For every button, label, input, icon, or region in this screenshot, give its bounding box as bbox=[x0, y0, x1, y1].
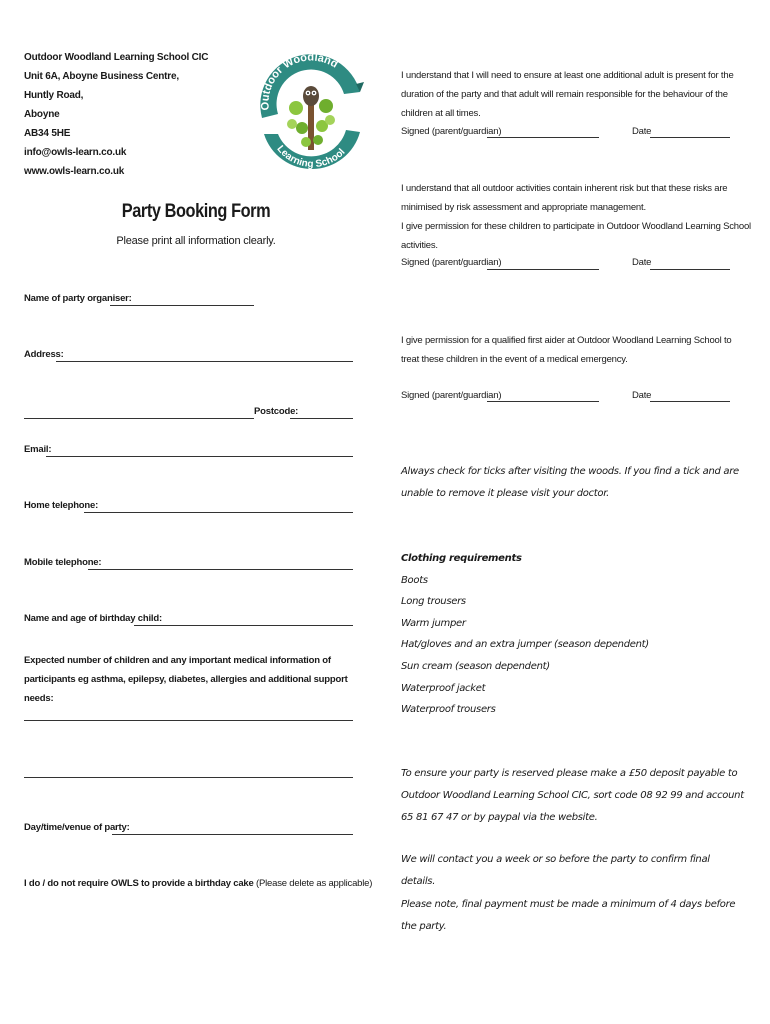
address-line: Huntly Road, bbox=[24, 90, 84, 101]
email-input-line[interactable] bbox=[46, 456, 353, 457]
address-line: Unit 6A, Aboyne Business Centre, bbox=[24, 71, 179, 82]
owls-logo bbox=[256, 22, 366, 192]
logo-text-bottom: Learning School bbox=[274, 143, 348, 171]
address-label: Address: bbox=[24, 349, 64, 360]
birthday-child-label: Name and age of birthday child: bbox=[24, 613, 162, 624]
medical-info-line-1[interactable] bbox=[24, 720, 353, 721]
consent-adult-signature-line[interactable] bbox=[487, 137, 599, 138]
payment-notice: Please note, final payment must be made a minimum of 4 days before the party. bbox=[401, 899, 736, 932]
postcode-label: Postcode: bbox=[254, 406, 299, 417]
logo-text-top: Outdoor Woodland bbox=[259, 51, 340, 111]
postcode-input-line[interactable] bbox=[290, 418, 353, 419]
page-subtitle: Please print all information clearly. bbox=[116, 235, 276, 247]
consent-adult-date-line[interactable] bbox=[650, 137, 730, 138]
ticks-notice: Always check for ticks after visiting the woods. If you find a tick and are unable to remove it please visit your doctor. bbox=[401, 466, 739, 499]
deposit-notice: To ensure your party is reserved please make a £50 deposit payable to Outdoor Woodland Learning School CIC, sort code 08 92 99 and account 65 81 67 47 or by paypal via the website. bbox=[401, 768, 744, 823]
consent-risk-date-line[interactable] bbox=[650, 269, 730, 270]
medical-info-label: Expected number of children and any important medical information of participants eg asthma, epilepsy, diabetes, allergies and additional support needs: bbox=[24, 655, 348, 704]
medical-info-line-2[interactable] bbox=[24, 777, 353, 778]
consent-risk-date-label: Date bbox=[632, 257, 652, 268]
address-line: Outdoor Woodland Learning School CIC bbox=[24, 52, 209, 63]
consent-firstaid-date-label: Date bbox=[632, 390, 652, 401]
page-title: Party Booking Form bbox=[121, 201, 271, 222]
cake-note: (Please delete as applicable) bbox=[253, 878, 373, 889]
mobile-telephone-input-line[interactable] bbox=[88, 569, 353, 570]
birthday-cake-option bbox=[24, 878, 372, 889]
contact-notice: We will contact you a week or so before the party to confirm final details. bbox=[401, 854, 710, 887]
consent-risk-signature-line[interactable] bbox=[487, 269, 599, 270]
venue-label: Day/time/venue of party: bbox=[24, 822, 130, 833]
home-telephone-input-line[interactable] bbox=[84, 512, 353, 513]
home-telephone-label: Home telephone: bbox=[24, 500, 99, 511]
consent-adult-signed-label: Signed (parent/guardian) bbox=[401, 126, 502, 137]
address-line: Aboyne bbox=[24, 109, 60, 120]
address-line-2[interactable] bbox=[24, 418, 254, 419]
organiser-label: Name of party organiser: bbox=[24, 293, 132, 304]
consent-adult-text: I understand that I will need to ensure at least one additional adult is present for the duration of the party and that adult will remain responsible for the behaviour of the children at all times. bbox=[401, 70, 734, 119]
clothing-item: Warm jumper bbox=[401, 617, 466, 629]
consent-risk-permission-text: I give permission for these children to participate in Outdoor Woodland Learning School activities. bbox=[401, 221, 751, 251]
clothing-item: Waterproof trousers bbox=[401, 704, 496, 716]
email-label: Email: bbox=[24, 444, 52, 455]
mobile-telephone-label: Mobile telephone: bbox=[24, 557, 102, 568]
address-line: AB34 5HE bbox=[24, 128, 71, 139]
venue-input-line[interactable] bbox=[112, 834, 353, 835]
clothing-item: Boots bbox=[401, 574, 428, 586]
address-website: www.owls-learn.co.uk bbox=[24, 166, 125, 177]
clothing-title: Clothing requirements bbox=[401, 553, 522, 564]
consent-firstaid-text: I give permission for a qualified first aider at Outdoor Woodland Learning School to treat these children in the event of a medical emergency. bbox=[401, 335, 732, 365]
address-input-line[interactable] bbox=[56, 361, 353, 362]
consent-adult-date-label: Date bbox=[632, 126, 652, 137]
consent-risk-text: I understand that all outdoor activities contain inherent risk but that these risks are minimised by risk assessment and appropriate management. bbox=[401, 183, 728, 213]
organisation-address bbox=[24, 48, 208, 181]
consent-firstaid-date-line[interactable] bbox=[650, 401, 730, 402]
consent-firstaid-signature-line[interactable] bbox=[487, 401, 599, 402]
organiser-input-line[interactable] bbox=[110, 305, 254, 306]
clothing-item: Sun cream (season dependent) bbox=[401, 660, 550, 672]
clothing-requirements bbox=[401, 548, 746, 721]
clothing-item: Long trousers bbox=[401, 596, 466, 608]
consent-firstaid-signed-label: Signed (parent/guardian) bbox=[401, 390, 502, 401]
cake-choice-text: I do / do not require OWLS to provide a birthday cake bbox=[24, 878, 254, 889]
clothing-item: Hat/gloves and an extra jumper (season dependent) bbox=[401, 639, 649, 651]
birthday-child-input-line[interactable] bbox=[134, 625, 353, 626]
consent-risk-signed-label: Signed (parent/guardian) bbox=[401, 257, 502, 268]
address-email: info@owls-learn.co.uk bbox=[24, 147, 127, 158]
clothing-item: Waterproof jacket bbox=[401, 682, 486, 694]
